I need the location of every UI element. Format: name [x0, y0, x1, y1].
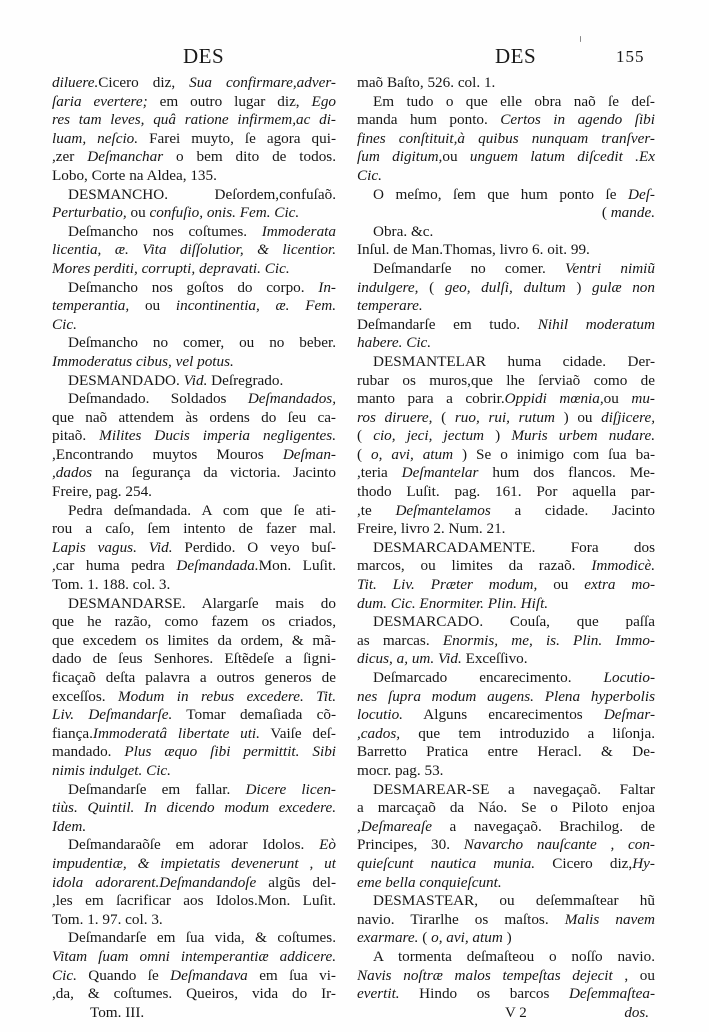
text-line: [357, 892, 655, 911]
italic-run: Navis noſtræ malos tempeſtas dejecit: [357, 966, 613, 984]
italic-run: eme bella conquieſcunt.: [357, 873, 502, 891]
roman-run: Deſmandado. Soldados: [68, 390, 248, 408]
italic-run: Vitam ſuam omni intemperantiæ addicere.: [52, 947, 336, 965]
text-line: [357, 743, 655, 762]
right-column: [357, 74, 655, 1022]
roman-run: DESMANCHO. Deſordem,confuſaõ.: [68, 185, 336, 203]
text-line: [52, 409, 336, 428]
roman-run: Em tudo o que elle obra naõ ſe deſ-: [373, 92, 655, 110]
italic-run: dum. Cic. Enormiter. Plin. Hiſt.: [357, 594, 549, 612]
italic-run: habere. Cic.: [357, 334, 432, 352]
italic-run: Milites Ducis imperia negligentes.: [99, 427, 336, 445]
text-line: [52, 502, 336, 521]
roman-run: Pedra deſmandada. A com que ſe ati-: [68, 501, 336, 519]
text-line: [52, 148, 336, 167]
roman-run: ,car huma pedra: [52, 557, 177, 575]
text-line: [357, 650, 655, 669]
italic-run: extra mo-: [584, 576, 655, 594]
text-line: [52, 967, 336, 986]
text-line: [52, 669, 336, 688]
italic-run: Deſmantelamos: [395, 501, 491, 519]
text-line: [52, 743, 336, 762]
italic-run: Cic.: [52, 966, 77, 984]
roman-run: Tom. 1. 188. col. 3.: [52, 576, 171, 594]
roman-run: rubar os muros,que lhe ſerviaõ como de: [357, 371, 655, 389]
italic-run: dicus, a, um. Vid.: [357, 650, 462, 668]
roman-run: O meſmo, ſem que hum ponto ſe: [373, 185, 628, 203]
roman-run: Deſmarcado encarecimento.: [373, 669, 604, 686]
text-line: [52, 204, 336, 223]
text-line: [52, 688, 336, 707]
italic-run: Lapis vagus. Vid.: [52, 538, 173, 556]
running-head-right: DES: [495, 44, 537, 68]
signature-mark: V 2: [505, 1004, 527, 1021]
roman-run: mocr. pag. 53.: [357, 761, 444, 779]
roman-run: ,les em ſacrificar aos Idolos.Mon. Luſit.: [52, 892, 336, 910]
roman-run: navio. Tirarlhe os maſtos.: [357, 910, 565, 928]
italic-run: ,Deſmareaſe: [357, 817, 432, 835]
italic-run: nimis indulget. Cic.: [52, 761, 171, 779]
italic-run: idola adorarent.: [52, 873, 160, 891]
text-line: [52, 334, 336, 353]
roman-run: Freire, pag. 254.: [52, 483, 152, 501]
italic-run: Sua confirmare,adver-: [189, 74, 336, 91]
italic-run: Locutio-: [603, 669, 655, 686]
roman-run: Hindo os barcos: [399, 985, 569, 1003]
italic-run: incontinentia, æ. Fem.: [175, 297, 336, 315]
italic-run: Immoderata: [261, 222, 336, 240]
roman-run: hum dos flancos. Me-: [478, 464, 655, 482]
text-line: [52, 446, 336, 465]
roman-run: ,teria: [357, 464, 402, 482]
text-line: [52, 260, 336, 279]
roman-run: Cicero diz,: [98, 74, 190, 91]
roman-run: ou: [126, 204, 150, 222]
roman-run: A tormenta deſmaſteou o noſſo navio.: [373, 947, 655, 965]
roman-run: Deſmandarſe em fallar.: [68, 780, 246, 798]
roman-run: ): [484, 427, 512, 445]
roman-run: (: [357, 427, 374, 445]
text-line: [52, 297, 336, 316]
italic-run: res tam leves, quâ ratione infirmem,ac di-: [52, 111, 336, 129]
roman-run: rou a caſo, ſem intento de fazer mal.: [52, 520, 336, 538]
roman-run: em outro lugar diz,: [147, 92, 312, 110]
text-line: [357, 929, 655, 948]
roman-run: Mon. Luſit.: [258, 557, 336, 575]
text-line: [357, 781, 655, 800]
italic-run: Cic.: [52, 315, 77, 333]
italic-run: o, avi, atum: [371, 445, 454, 463]
text-line: [357, 967, 655, 986]
italic-run: ,dados: [52, 464, 93, 482]
left-column: [52, 74, 336, 1022]
footer-volume: Tom. III.: [90, 1003, 145, 1021]
roman-run: Lobo, Corte na Aldea, 135.: [52, 166, 217, 184]
text-line: [357, 279, 655, 298]
text-line: [52, 948, 336, 967]
italic-run: Deſmandandoſe: [159, 873, 257, 891]
roman-run: Deſmandaraõſe em adorar Idolos.: [68, 836, 320, 854]
roman-run: ,Encontrando muytos Mouros: [52, 445, 283, 463]
roman-run: (: [601, 204, 611, 222]
text-line: [52, 836, 336, 855]
roman-run: Deſmandarſe em ſua vida, & coſtumes.: [68, 929, 336, 947]
italic-run: Deſ-: [628, 185, 655, 203]
italic-run: ſaria evertere;: [52, 92, 148, 110]
page-number: 155: [616, 47, 645, 66]
italic-run: geo, dulſi, dultum: [444, 278, 566, 296]
italic-run: Immoderatâ libertate uti.: [92, 724, 260, 742]
roman-run: marcos, ou limites da razaõ.: [357, 557, 592, 575]
roman-run: Tomar demaſiada cõ-: [172, 706, 336, 724]
italic-run: ros diruere,: [357, 408, 433, 426]
roman-run: algũs del-: [256, 873, 336, 891]
text-line: [52, 911, 336, 930]
roman-run: DESMANDARSE. Alargarſe mais do: [68, 594, 336, 612]
roman-run: manto para a cobrir.: [357, 390, 505, 408]
italic-run: Cic.: [357, 166, 382, 184]
italic-run: luam, neſcio.: [52, 129, 139, 147]
italic-run: diluere.: [52, 74, 99, 91]
italic-run: impudentiæ, & impietatis devenerunt , ut: [52, 854, 336, 872]
italic-run: licentia, æ. Vita diſſolutior, & licentior.: [52, 241, 336, 259]
italic-run: Ventri nimiũ: [564, 259, 655, 277]
italic-run: Immodicè.: [591, 557, 655, 575]
text-line: [357, 836, 655, 855]
text-line: [52, 929, 336, 948]
italic-run: Deſmantelar: [401, 464, 479, 482]
text-line: [357, 613, 655, 632]
text-line: [52, 855, 336, 874]
roman-run: ,zer: [52, 148, 88, 166]
italic-run: locutio.: [357, 706, 403, 724]
text-line: [52, 985, 336, 1004]
text-line: [52, 372, 336, 391]
italic-run: tiùs. Quintil. In dicendo modum excedere.: [52, 799, 336, 817]
italic-run: fines conſtituit,à quibus nunquam tranſver-: [357, 129, 655, 147]
roman-run: Inſul. de Man.Thomas, livro 6. oit. 99.: [357, 241, 590, 259]
text-line: [357, 799, 655, 818]
italic-run: Perturbatio,: [52, 204, 127, 222]
roman-run: dado de ſeus Senhores. Eſtẽdeſe a ſigni-: [52, 650, 336, 668]
roman-run: (: [432, 408, 455, 426]
text-line: [357, 557, 655, 576]
italic-run: Modum in rebus excedere. Tit.: [117, 687, 336, 705]
text-line: [357, 706, 655, 725]
roman-run: ) Se o inimigo com ſua ba-: [453, 445, 655, 463]
italic-run: Liv. Deſmandarſe.: [52, 706, 173, 724]
roman-run: ,da, & coſtumes. Queiros, vida do Ir-: [52, 985, 336, 1003]
roman-run: Deſmandarſe no comer.: [373, 259, 565, 277]
roman-run: a navegaçaõ. Brachilog. de: [431, 817, 655, 835]
italic-run: Certos in agendo ſibi: [500, 111, 655, 129]
italic-run: Dicere licen-: [245, 780, 336, 798]
text-line: [357, 818, 655, 837]
text-line: [357, 204, 655, 223]
italic-run: Muris urbem nudare.: [511, 427, 655, 445]
roman-run: Alguns encarecimentos: [402, 706, 604, 724]
roman-run: Deſmandarſe em tudo.: [357, 315, 538, 333]
text-line: [357, 409, 655, 428]
text-line: [357, 74, 655, 93]
text-line: [52, 223, 336, 242]
italic-run: Ego: [311, 92, 336, 110]
roman-run: Obra. &c.: [373, 222, 434, 240]
roman-run: DESMARCADAMENTE. Fora dos: [373, 538, 655, 556]
roman-run: (: [418, 929, 432, 947]
roman-run: Barretto Pratica entre Heracl. & De-: [357, 743, 655, 761]
italic-run: gulæ non: [592, 278, 655, 296]
running-head-left: DES: [183, 44, 225, 68]
italic-run: Malis navem: [564, 910, 655, 928]
roman-run: Deſmancho no comer, ou no beber.: [68, 334, 336, 352]
text-line: [357, 223, 655, 242]
italic-run: Enormis, me, is. Plin. Immo-: [442, 631, 655, 649]
text-line: [52, 818, 336, 837]
text-line: [52, 762, 336, 781]
roman-run: Principes, 30.: [357, 836, 464, 854]
text-line: [52, 483, 336, 502]
text-line: [52, 892, 336, 911]
text-line: [52, 93, 336, 112]
text-line: [357, 93, 655, 112]
italic-run: Plus æquo ſibi permittit. Sibi: [124, 743, 336, 761]
roman-run: o bem dito de todos.: [163, 148, 336, 166]
text-line: [357, 911, 655, 930]
text-line: [357, 446, 655, 465]
roman-run: maõ Baſto, 526. col. 1.: [357, 74, 496, 91]
text-line: [357, 948, 655, 967]
italic-run: temperare.: [357, 297, 423, 315]
text-line: [52, 130, 336, 149]
text-line: [357, 483, 655, 502]
italic-run: ,cados,: [357, 724, 401, 742]
italic-run: Deſemmaſtea-: [568, 985, 655, 1003]
text-line: [357, 855, 655, 874]
text-line: [52, 390, 336, 409]
roman-run: ): [565, 278, 593, 296]
italic-run: evertit.: [357, 985, 400, 1003]
text-line: [52, 557, 336, 576]
italic-run: Deſmandava: [170, 966, 248, 984]
roman-run: ou: [129, 297, 176, 315]
roman-run: Freire, livro 2. Num. 21.: [357, 520, 506, 538]
roman-run: em ſua vi-: [247, 966, 336, 984]
roman-run: Deſmancho nos goſtos do corpo.: [68, 278, 319, 296]
italic-run: mande.: [610, 204, 655, 222]
roman-run: Perdido. O veyo buſ-: [172, 538, 336, 556]
text-line: [357, 725, 655, 744]
roman-run: ficaçaõ deſta palavra a outros generos de: [52, 669, 336, 686]
text-line: [357, 334, 655, 353]
roman-run: as marcas.: [357, 631, 443, 649]
text-line: [357, 186, 655, 205]
roman-run: na ſegurança da victoria. Jacinto: [92, 464, 336, 482]
text-line: [52, 595, 336, 614]
italic-run: Deſmanchar: [87, 148, 164, 166]
text-line: [52, 241, 336, 260]
roman-run: DESMANTELAR huma cidade. Der-: [373, 352, 655, 370]
text-line: [52, 706, 336, 725]
text-line: [52, 279, 336, 298]
roman-run: Quando ſe: [76, 966, 171, 984]
roman-run: Exceſſivo.: [461, 650, 528, 668]
text-line: [52, 427, 336, 446]
catchword: dos.: [624, 1004, 649, 1021]
roman-run: ) ou: [554, 408, 602, 426]
text-line: [52, 353, 336, 372]
text-line: [357, 762, 655, 781]
italic-run: temperantia,: [52, 297, 130, 315]
text-line: [52, 781, 336, 800]
roman-run: Cicero diz,: [535, 854, 633, 872]
italic-run: Vid.: [183, 371, 208, 389]
text-line: [357, 167, 655, 186]
text-line: [357, 539, 655, 558]
text-line: [52, 632, 336, 651]
text-line: [357, 688, 655, 707]
text-line: [357, 632, 655, 651]
roman-run: que naõ attendem às ordens do ſeu ca-: [52, 408, 336, 426]
italic-run: Immoderatus cibus, vel potus.: [52, 352, 234, 370]
roman-run: ou: [442, 148, 470, 166]
italic-run: confuſio, onis. Fem. Cic.: [149, 204, 300, 222]
italic-run: ruo, rui, rutum: [454, 408, 555, 426]
italic-run: Deſmandados,: [247, 390, 336, 408]
italic-run: Idem.: [52, 817, 87, 835]
text-line: [357, 576, 655, 595]
text-line: [52, 874, 336, 893]
text-line: [357, 464, 655, 483]
italic-run: Tit. Liv. Præter modum,: [357, 576, 538, 594]
roman-run: DESMARCADO. Couſa, que paſſa: [373, 613, 655, 631]
text-line: [357, 111, 655, 130]
italic-run: mu-: [631, 390, 655, 408]
roman-run: Deſmancho nos coſtumes.: [68, 222, 262, 240]
text-line: [357, 241, 655, 260]
roman-run: DESMANDADO.: [68, 371, 184, 389]
text-line: [52, 613, 336, 632]
roman-run: ): [502, 929, 512, 947]
roman-run: Farei muyto, ſe agora qui-: [138, 129, 336, 147]
roman-run: Vaiſe deſ-: [259, 724, 336, 742]
text-line: [357, 520, 655, 539]
text-line: [52, 799, 336, 818]
roman-run: mandado.: [52, 743, 125, 761]
text-line: [52, 576, 336, 595]
italic-run: Deſmar-: [603, 706, 655, 724]
signature-row: [357, 1004, 655, 1023]
text-line: [52, 74, 336, 93]
text-line: [52, 539, 336, 558]
italic-run: Oppidi mœnia,: [504, 390, 604, 408]
italic-run: quieſcunt nautica munia.: [357, 854, 536, 872]
italic-run: indulgere,: [357, 278, 419, 296]
roman-run: manda hum ponto.: [357, 111, 501, 129]
roman-run: a marcaçaõ da Náo. Se o Piloto enjoa: [357, 799, 655, 817]
roman-run: (: [418, 278, 445, 296]
text-line: [52, 464, 336, 483]
italic-run: In-: [318, 278, 336, 296]
roman-run: a cidade. Jacinto: [490, 501, 655, 519]
italic-run: Nihil moderatum: [537, 315, 655, 333]
roman-run: que tem introduzido a liſonja.: [400, 724, 655, 742]
roman-run: Deſregrado.: [207, 371, 284, 389]
roman-run: (: [357, 445, 372, 463]
text-line: [357, 260, 655, 279]
text-line: [357, 390, 655, 409]
roman-run: ,te: [357, 501, 396, 519]
text-line: [357, 874, 655, 893]
roman-run: que he razão, como fazem os criados,: [52, 613, 336, 631]
italic-run: Mores perditi, corrupti, depravati. Cic.: [52, 259, 290, 277]
roman-run: fiança.: [52, 724, 93, 742]
italic-run: exarmare.: [357, 929, 419, 947]
ink-speck: [580, 36, 581, 42]
text-line: [52, 316, 336, 335]
roman-run: ou: [537, 576, 585, 594]
text-line: [357, 669, 655, 688]
text-line: [52, 725, 336, 744]
italic-run: cio, jeci, jectum: [373, 427, 485, 445]
italic-run: diſjicere,: [601, 408, 655, 426]
roman-run: ou: [603, 390, 632, 408]
italic-run: Deſman-: [282, 445, 336, 463]
text-line: [52, 186, 336, 205]
italic-run: o, avi, atum: [431, 929, 503, 947]
roman-run: DESMAREAR-SE a navegaçaõ. Faltar: [373, 780, 655, 798]
text-line: [357, 297, 655, 316]
text-line: [357, 316, 655, 335]
text-line: [357, 427, 655, 446]
roman-run: pitaõ.: [52, 427, 100, 445]
text-line: [52, 520, 336, 539]
roman-run: , ou: [612, 966, 655, 984]
italic-run: Deſmandada.: [176, 557, 259, 575]
text-line: [357, 595, 655, 614]
italic-run: unguem latum diſcedit .Ex: [469, 148, 655, 166]
roman-run: thodo Luſit. pag. 161. Por aquella par-: [357, 483, 655, 501]
roman-run: DESMASTEAR, ou deſemmaſtear hũ: [373, 892, 655, 910]
text-line: [357, 985, 655, 1004]
italic-run: Eò: [319, 836, 336, 854]
text-line: [52, 167, 336, 186]
italic-run: nes ſupra modum augens. Plena hyperbolis: [357, 687, 655, 705]
roman-run: exceſſos.: [52, 687, 118, 705]
text-line: [357, 502, 655, 521]
italic-run: ſum digitum,: [357, 148, 443, 166]
text-line: [357, 148, 655, 167]
text-line: [357, 353, 655, 372]
text-line: [357, 130, 655, 149]
italic-run: Navarcho nauſcante , con-: [463, 836, 655, 854]
roman-run: Tom. 1. 97. col. 3.: [52, 910, 163, 928]
text-line: [52, 650, 336, 669]
text-line: [52, 111, 336, 130]
italic-run: Hy-: [632, 854, 655, 872]
roman-run: que excedem os limites da ordem, & mã-: [52, 631, 336, 649]
text-line: [357, 372, 655, 391]
